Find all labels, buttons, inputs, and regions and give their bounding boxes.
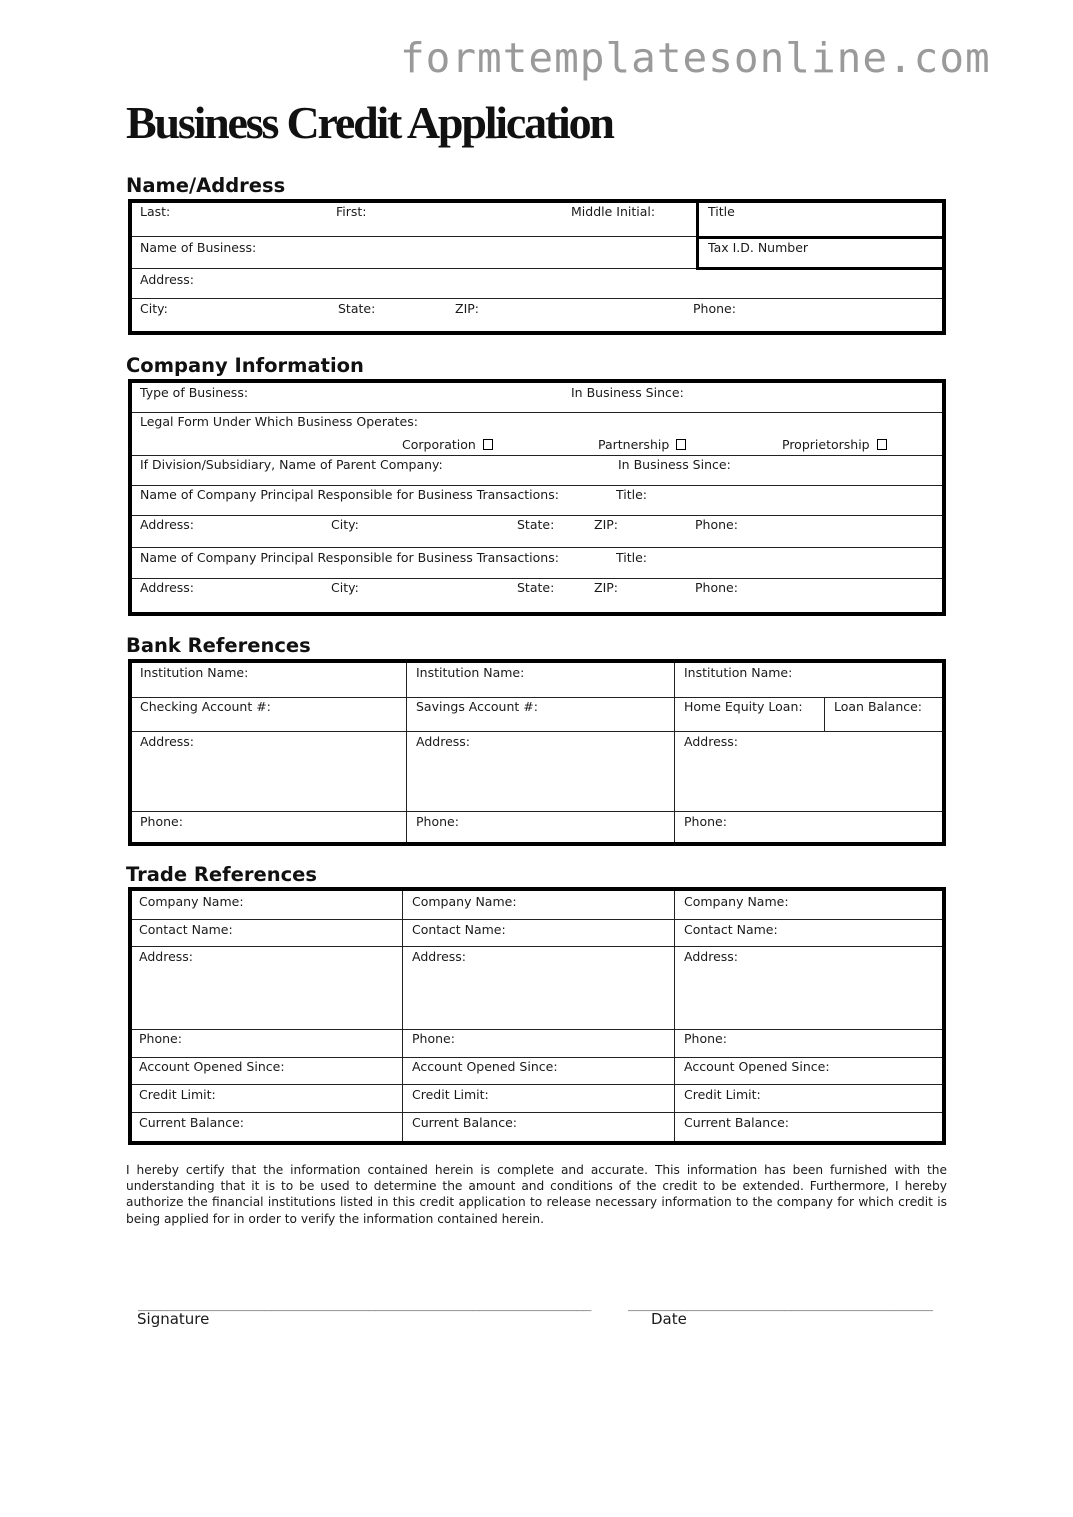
page-title: Business Credit Application [126,97,613,148]
title-field[interactable]: Title [708,204,735,219]
divider [696,267,942,270]
partnership-checkbox[interactable] [676,439,686,450]
in-business-since-field[interactable]: In Business Since: [571,385,684,400]
proprietorship-label: Proprietorship [782,437,870,452]
bank-2-address-field[interactable]: Address: [416,734,470,749]
divider [132,1057,942,1058]
trade-3-credit-limit-field[interactable]: Credit Limit: [684,1087,761,1102]
divider [406,663,407,842]
savings-account-field[interactable]: Savings Account #: [416,699,538,714]
principal-1-phone-field[interactable]: Phone: [695,517,738,532]
divider [674,663,675,842]
divider [132,547,942,548]
trade-1-phone-field[interactable]: Phone: [139,1031,182,1046]
trade-1-account-opened-field[interactable]: Account Opened Since: [139,1059,285,1074]
divider [132,298,942,299]
principal-1-address-field[interactable]: Address: [140,517,194,532]
principal-2-zip-field[interactable]: ZIP: [594,580,618,595]
section-heading-bank: Bank References [126,634,311,657]
trade-2-address-field[interactable]: Address: [412,949,466,964]
divider [132,236,698,237]
loan-balance-field[interactable]: Loan Balance: [834,699,923,714]
address-field[interactable]: Address: [140,272,194,287]
divider [132,946,942,947]
trade-3-company-field[interactable]: Company Name: [684,894,789,909]
certification-text: I hereby certify that the information contained herein is complete and accurate. This information has been furnished with the understanding that it is to be used to determine the amount and conditions of the credit to be extended. Furthermore, I hereby authorize the financial institutions listed in this credit application to release necessary information to the company for which credit is being applied for in order to verify the information contained herein. [126,1163,947,1226]
middle-initial-field[interactable]: Middle Initial: [571,204,656,219]
bank-3-institution-field[interactable]: Institution Name: [684,665,793,680]
signature-label: Signature [137,1310,210,1328]
trade-1-credit-limit-field[interactable]: Credit Limit: [139,1087,216,1102]
divider [132,515,942,516]
date-label: Date [651,1310,687,1328]
partnership-option[interactable] [598,437,686,452]
principal-2-phone-field[interactable]: Phone: [695,580,738,595]
divider [402,891,403,1141]
proprietorship-option[interactable] [782,437,887,452]
trade-references-box [128,887,946,1145]
parent-company-field[interactable]: If Division/Subsidiary, Name of Parent Company: [140,457,443,472]
trade-2-company-field[interactable]: Company Name: [412,894,517,909]
divider [132,919,942,920]
trade-2-credit-limit-field[interactable]: Credit Limit: [412,1087,489,1102]
principal-2-title-field[interactable]: Title: [616,550,647,565]
divider [824,697,825,731]
type-of-business-field[interactable]: Type of Business: [140,385,249,400]
trade-3-current-balance-field[interactable]: Current Balance: [684,1115,789,1130]
legal-form-label: Legal Form Under Which Business Operates: [140,414,418,429]
bank-1-address-field[interactable]: Address: [140,734,194,749]
corporation-option[interactable] [402,437,493,452]
corporation-checkbox[interactable] [483,439,493,450]
section-heading-company: Company Information [126,354,364,377]
divider [132,412,942,413]
trade-2-phone-field[interactable]: Phone: [412,1031,455,1046]
bank-1-phone-field[interactable]: Phone: [140,814,183,829]
principal-1-zip-field[interactable]: ZIP: [594,517,618,532]
section-heading-trade: Trade References [126,863,317,886]
city-field[interactable]: City: [140,301,168,316]
principal-1-state-field[interactable]: State: [517,517,555,532]
proprietorship-checkbox[interactable] [877,439,887,450]
divider [696,236,942,239]
bank-references-box [128,659,946,846]
divider [132,485,942,486]
trade-3-address-field[interactable]: Address: [684,949,738,964]
state-field[interactable]: State: [338,301,376,316]
divider [132,731,942,732]
tax-id-field[interactable]: Tax I.D. Number [708,240,809,255]
watermark: formtemplatesonline.com [400,34,991,82]
first-name-field[interactable]: First: [336,204,367,219]
bank-2-phone-field[interactable]: Phone: [416,814,459,829]
corporation-label: Corporation [402,437,476,452]
principal-2-address-field[interactable]: Address: [140,580,194,595]
bank-3-address-field[interactable]: Address: [684,734,738,749]
trade-1-current-balance-field[interactable]: Current Balance: [139,1115,244,1130]
last-name-field[interactable]: Last: [140,204,171,219]
trade-2-current-balance-field[interactable]: Current Balance: [412,1115,517,1130]
divider [132,1112,942,1113]
checking-account-field[interactable]: Checking Account #: [140,699,271,714]
divider [132,1029,942,1030]
bank-3-phone-field[interactable]: Phone: [684,814,727,829]
trade-1-address-field[interactable]: Address: [139,949,193,964]
divider [674,891,675,1141]
phone-field[interactable]: Phone: [693,301,736,316]
divider [132,455,942,456]
trade-3-contact-field[interactable]: Contact Name: [684,922,778,937]
section-heading-name-address: Name/Address [126,174,286,197]
principal-2-city-field[interactable]: City: [331,580,359,595]
partnership-label: Partnership [598,437,670,452]
parent-in-business-since-field[interactable]: In Business Since: [618,457,731,472]
principal-1-name-field[interactable]: Name of Company Principal Responsible for Business Transactions: [140,487,559,502]
principal-2-name-field[interactable]: Name of Company Principal Responsible for Business Transactions: [140,550,559,565]
trade-1-contact-field[interactable]: Contact Name: [139,922,233,937]
home-equity-loan-field[interactable]: Home Equity Loan: [684,699,803,714]
principal-1-city-field[interactable]: City: [331,517,359,532]
principal-1-title-field[interactable]: Title: [616,487,647,502]
divider [132,697,942,698]
trade-2-contact-field[interactable]: Contact Name: [412,922,506,937]
divider [132,811,942,812]
trade-3-account-opened-field[interactable]: Account Opened Since: [684,1059,830,1074]
trade-1-company-field[interactable]: Company Name: [139,894,244,909]
trade-3-phone-field[interactable]: Phone: [684,1031,727,1046]
trade-2-account-opened-field[interactable]: Account Opened Since: [412,1059,558,1074]
divider [132,578,942,579]
bank-1-institution-field[interactable]: Institution Name: [140,665,249,680]
bank-2-institution-field[interactable]: Institution Name: [416,665,525,680]
divider [132,1084,942,1085]
principal-2-state-field[interactable]: State: [517,580,555,595]
signature-line[interactable]: _____________________________________________________________ [138,1297,592,1312]
zip-field[interactable]: ZIP: [455,301,479,316]
date-line[interactable]: _________________________________________ [628,1297,933,1312]
business-name-field[interactable]: Name of Business: [140,240,257,255]
